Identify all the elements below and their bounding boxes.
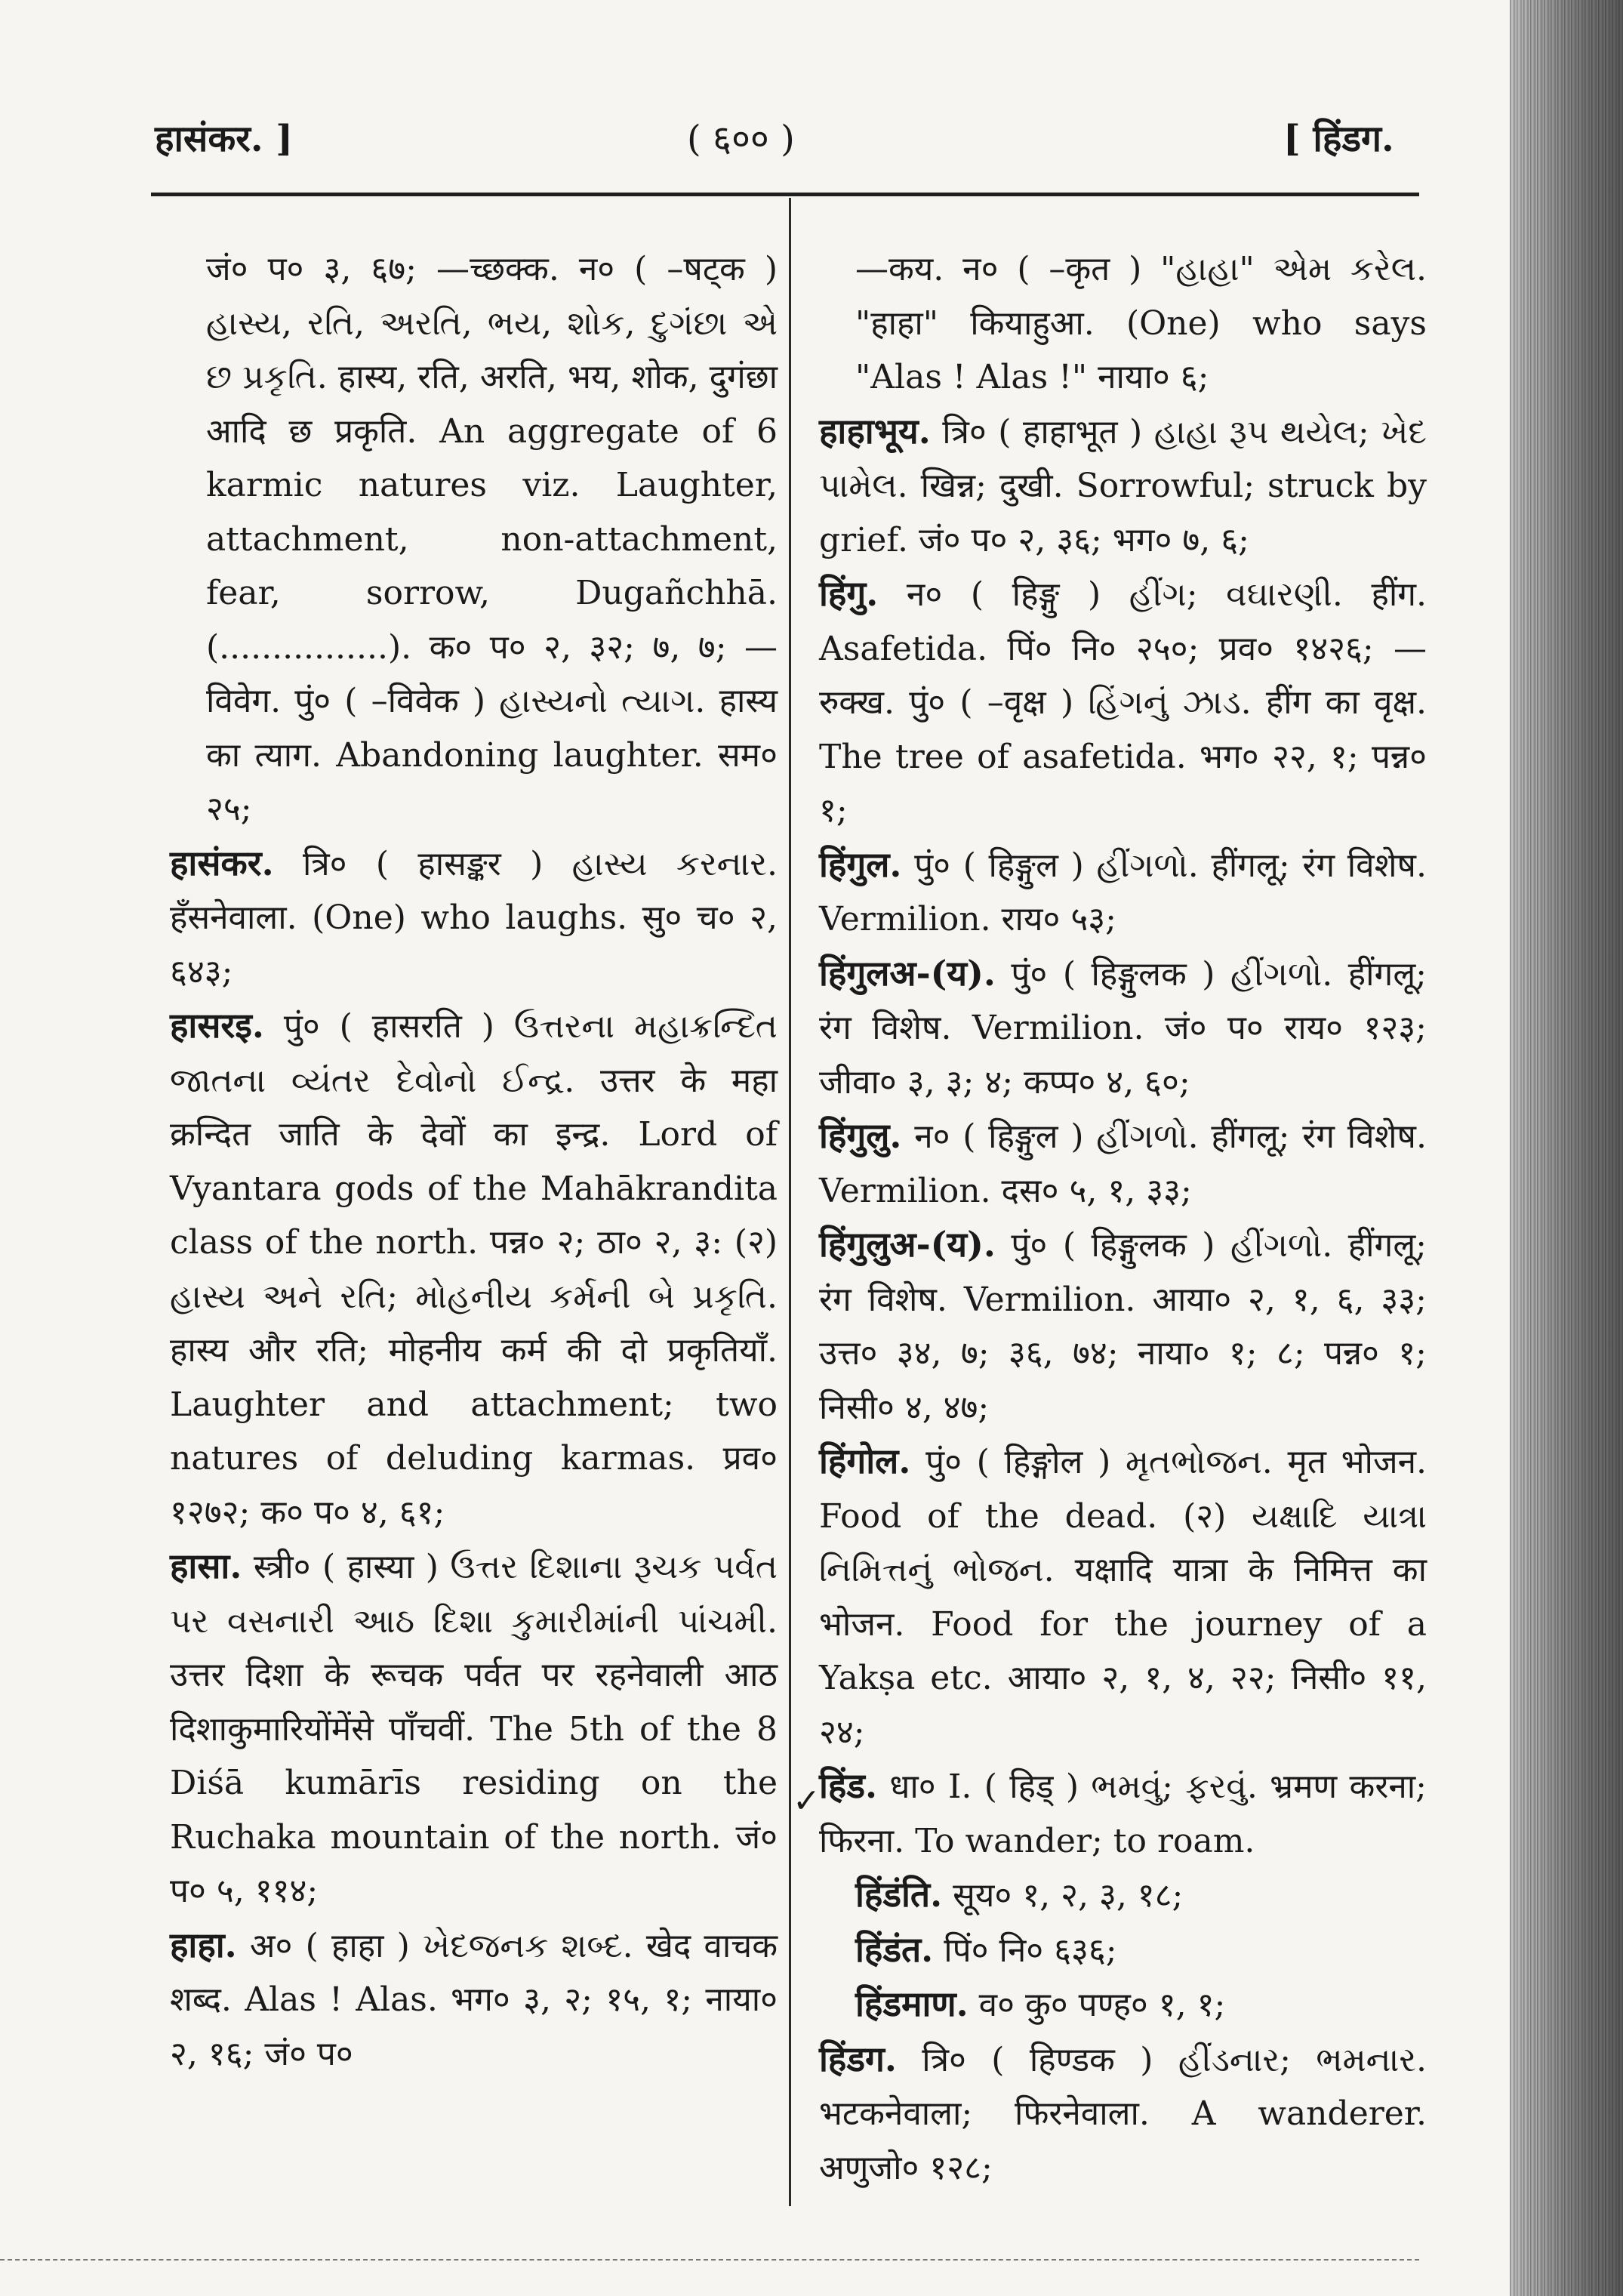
column-divider [789,198,791,2206]
dictionary-entry [170,837,778,1000]
dictionary-entry [819,947,1427,1110]
dictionary-subentry [819,1868,1427,1923]
right-column [819,242,1427,2195]
entry-headword: हिंडंत. [855,1928,934,1970]
margin-check-mark: ✓ [793,1782,821,1820]
entry-text: सूय० १, २, ३, १८; [953,1876,1184,1915]
entry-headword: हिंड. [819,1765,877,1806]
dictionary-entry [170,1539,778,1918]
entry-headword: हिंडंति. [855,1874,943,1915]
dictionary-entry [819,567,1427,838]
entry-text: त्रि० ( हासङ्कर ) હાસ્ય કરનાર. हँसनेवाला. (One) who laughs. सु० च० २, ६४३; [170,844,778,991]
entry-text: पिं० नि० ६३६; [944,1931,1117,1970]
entry-text: न० ( हिङ्गुल ) હીંગળો. हींगलू; रंग विशेष. Vermilion. दस० ५, १, ३३; [819,1117,1427,1210]
dictionary-entry [819,1759,1427,1868]
dictionary-entry [170,1918,778,2082]
page-edge-shadow [1510,0,1623,2296]
entry-headword: हिंडमाण. [855,1983,969,2024]
dictionary-entry [170,999,778,1539]
entry-text: पुं० ( हासरति ) ઉત્તરના મહાક્રન્દિત જાતના વ્યંતર દેવોનો ઈન્દ્ર. उत्तर के महा क्रन्दित जाति के देवों का इन्द्र. Lord of Vyantara gods of the Mahākrandita class of the north. पन्न० २; ठा० २, ३: (२) હાસ્ય અને રતિ; મોહનીય કર્મની બે પ્રકૃતિ. हास्य और रति; मोहनीय कर्म की दो प्रकृतियाँ. Laughter and attachment; two natures of deluding karmas. प्रव० १२७२; क० प० ४, ६१; [170,1007,778,1532]
dictionary-entry [819,838,1427,947]
entry-headword: हिंगुल. [819,843,902,885]
dictionary-subentry [819,1977,1427,2032]
entry-text: न० ( हिङ्गु ) હીંગ; વઘારણી. हींग. Asafetida. पिं० नि० २५०; प्रव० १४२६; —रुक्ख. पुं० ( –वृक्ष ) હિંગનું ઝાડ. हींग का वृक्ष. The tree of asafetida. भग० २२, १; पन्न० १; [819,575,1427,830]
running-header-left: हासंकर. ] [155,118,293,160]
dictionary-subentry [819,1923,1427,1978]
entry-text: त्रि० ( हाहाभूत ) હાહા રૂપ થયેલ; ખેદ પામેલ. खिन्न; दुखी. Sorrowful; struck by grief. जं० प० २, ३६; भग० ७, ६; [819,412,1427,559]
entry-text: पुं० ( हिङ्गुलक ) હીંગળો. हींगलू; रंग विशेष. Vermilion. जं० प० राय० १२३; जीवा० ३, ३; ४; कप्प० ४, ६०; [819,954,1427,1102]
entry-text: व० कु० पण्ह० १, १; [978,1986,1226,2024]
entry-headword: हासरइ. [170,1005,264,1046]
entry-text: अ० ( हाहा ) ખેદજનક શબ્દ. खेद वाचक शब्द. Alas ! Alas. भग० ३, २; १५, १; नाया० २, १६; जं० प० [170,1926,778,2073]
entry-headword: हिंगुलअ-(य). [819,952,996,994]
entry-headword: हाहा. [170,1924,237,1965]
entry-text: धा० I. ( हिड् ) ભમવું; ફરવું. भ्रमण करना; फिरना. To wander; to roam. [819,1767,1427,1860]
page-number: ( ६०० ) [687,118,795,160]
bottom-rule [0,2259,1419,2261]
entry-text: पुं० ( हिङ्गोल ) મૃતભોજન. मृत भोजन. Food of the dead. (२) યક્ષાદિ યાત્રા નિમિત્તનું ભોજન. यक्षादि यात्रा के निमित्त का भोजन. Food for the journey of a Yakṣa etc. आया० २, १, ४, २२; निसी० ११, २४; [819,1443,1427,1752]
entry-headword: हिंगुलु. [819,1115,902,1156]
dictionary-entry: —कय. न० ( –कृत ) "હાહા" એમ કરેલ. "हाहा" कियाहुआ. (One) who says "Alas ! Alas !" नाया० ६; [855,250,1427,396]
entry-headword: हिंगोल. [819,1441,911,1481]
dictionary-entry [819,1435,1427,1759]
running-header-right: [ हिंडग. [1283,118,1394,160]
entry-text: पुं० ( हिङ्गुलक ) હીંગળો. हींगलू; रंग विशेष. Vermilion. आया० २, १, ६, ३३; उत्त० ३४, ७; ३६, ७४; नाया० १; ८; पन्न० १; निसी० ४, ४७; [819,1226,1427,1427]
entry-headword: हिंगु. [819,573,879,614]
entry-text: त्रि० ( हिण्डक ) હીંડનાર; ભમનાર. भटकनेवाला; फिरनेवाला. A wanderer. अणुजो० १२८; [819,2040,1427,2187]
entry-headword: हाहाभूय. [819,410,931,451]
dictionary-entry [819,2032,1427,2196]
entry-text: पुं० ( हिङ्गुल ) હીંગળો. हींगलू; रंग विशेष. Vermilion. राय० ५३; [819,846,1427,938]
entry-text: स्त्री० ( हास्या ) ઉત્તર દિશાના રૂચક પર્વત પર વસનારી આઠ દિશા કુમારીમાંની પાંચમી. उत्तर दिशा के रूचक पर्वत पर रहनेवाली आठ दिशाकुमारियोंमेंसे पाँचवीं. The 5th of the 8 Diśā kumārīs residing on the Ruchaka mountain of the north. जं० प० ५, ११४; [170,1548,778,1910]
dictionary-entry: जं० प० ३, ६७; —च्छक्क. न० ( –षट्क ) હાસ્ય, રતિ, અરતિ, ભય, શોક, દુગંછા એ છ પ્રકૃતિ. हास्य, रति, अरति, भय, शोक, दुगंछा आदि छ प्रकृति. An aggregate of 6 karmic natures viz. Laughter, attachment, non-attachment, fear, sorrow, Dugañchhā. (................). क० प० २, ३२; ७, ७; —विवेग. पुं० ( –विवेक ) હાસ્યનો ત્યાગ. हास्य का त्याग. Abandoning laughter. सम० २५; [206,250,778,828]
dictionary-entry [819,1218,1427,1435]
entry-headword: हासंकर. [170,842,274,883]
dictionary-entry [819,405,1427,568]
entry-headword: हिंगुलुअ-(य). [819,1224,996,1265]
entry-headword: हासा. [170,1546,242,1586]
dictionary-entry [819,1109,1427,1218]
left-column [170,242,778,2081]
entry-headword: हिंडग. [819,2038,897,2079]
header-rule [151,193,1419,196]
